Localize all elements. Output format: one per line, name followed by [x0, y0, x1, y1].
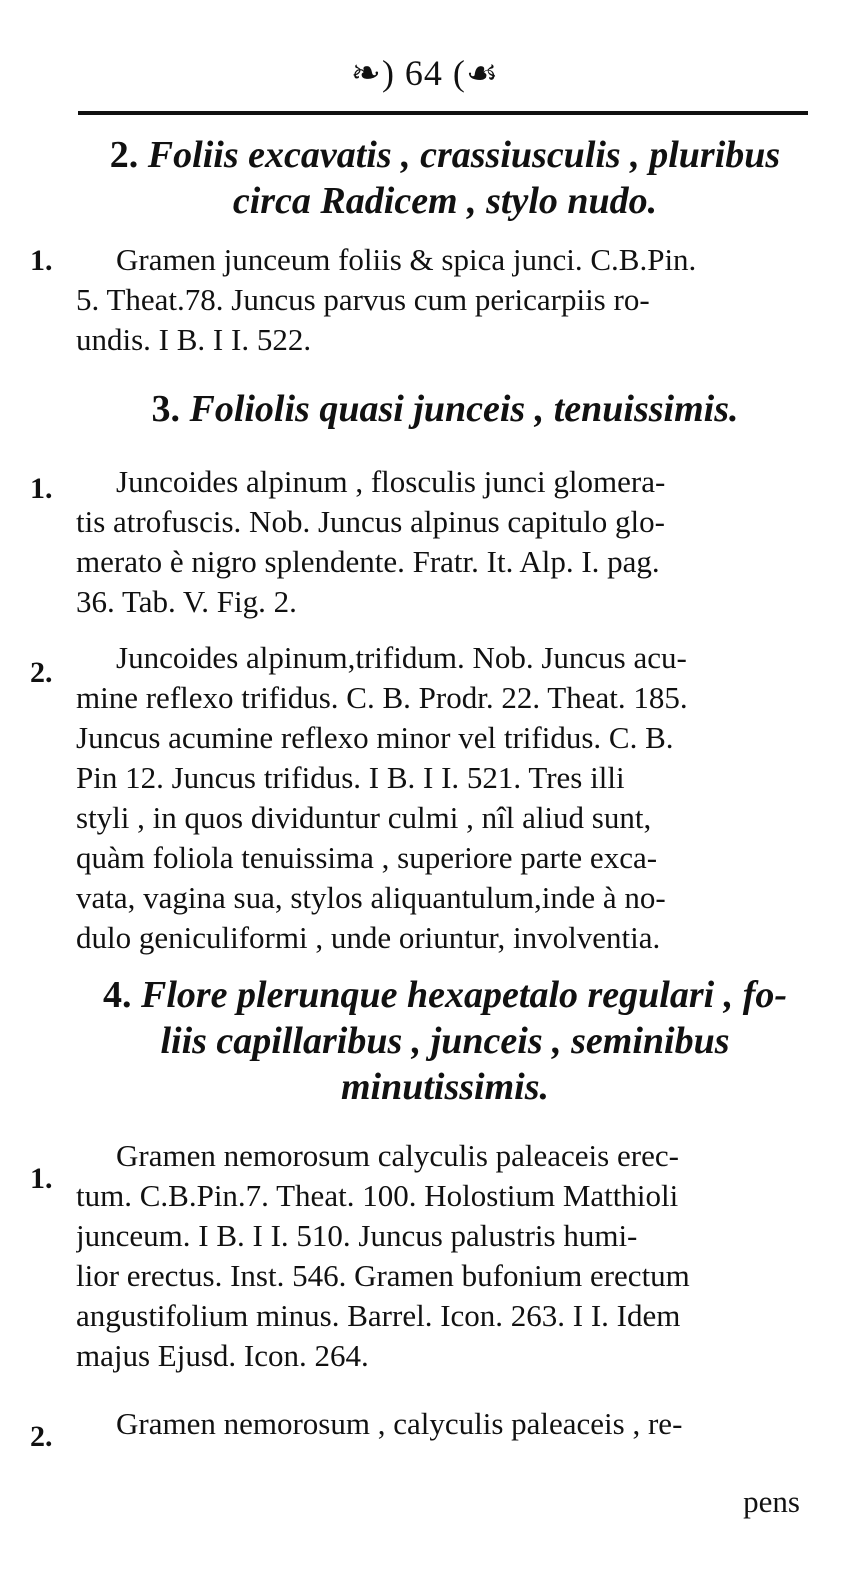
- header-rule: [78, 111, 808, 115]
- entry-text: [76, 240, 810, 360]
- entry-line: Pin 12. Juncus trifidus. I B. I I. 521. Tres illi: [76, 760, 625, 795]
- section-number: 3.: [151, 388, 180, 430]
- entry-number: 1.: [30, 472, 53, 505]
- section-heading-3: [70, 386, 820, 432]
- entry-line: junceum. I B. I I. 510. Juncus palustris humi-: [76, 1218, 638, 1253]
- entry-number: 2.: [30, 656, 53, 689]
- entry-line: merato è nigro splendente. Fratr. It. Alp. I. pag.: [76, 544, 660, 579]
- catchword: pens: [743, 1484, 800, 1519]
- section-number: 4.: [102, 974, 132, 1016]
- entry-number: 1.: [30, 244, 53, 277]
- entry-line: Gramen junceum foliis & spica junci. C.B.Pin.: [116, 242, 697, 277]
- entry-text: [76, 462, 810, 622]
- entry-number: 2.: [30, 1420, 53, 1453]
- entry-line: Juncoides alpinum , flosculis junci glomera-: [116, 464, 666, 499]
- section-heading-line: minutissimis.: [340, 1066, 550, 1108]
- entry-line: tis atrofuscis. Nob. Juncus alpinus capitulo glo-: [76, 504, 665, 539]
- entry-line: dulo geniculiformi , unde oriuntur, involventia.: [76, 920, 661, 955]
- entry-line: mine reflexo trifidus. C. B. Prodr. 22. Theat. 185.: [76, 680, 688, 715]
- entry-line: vata, vagina sua, stylos aliquantulum,inde à no-: [76, 880, 666, 915]
- section-heading-line: liis capillaribus , junceis , seminibus: [160, 1020, 730, 1062]
- entry-line: 5. Theat.78. Juncus parvus cum pericarpiis ro-: [76, 282, 650, 317]
- entry-text: [76, 1404, 810, 1444]
- entry-line: majus Ejusd. Icon. 264.: [76, 1338, 369, 1373]
- entry-line: styli , in quos dividuntur culmi , nîl aliud sunt,: [76, 800, 652, 835]
- entry-line: undis. I B. I I. 522.: [76, 322, 312, 357]
- section-heading-2: [70, 132, 820, 224]
- section-heading-line: circa Radicem , stylo nudo.: [232, 180, 658, 222]
- section-number: 2.: [109, 134, 139, 176]
- entry-line: angustifolium minus. Barrel. Icon. 263. I I. Idem: [76, 1298, 681, 1333]
- entry-line: Gramen nemorosum calyculis paleaceis erec-: [116, 1138, 679, 1173]
- page-header: ❧) 64 (☙: [350, 53, 500, 93]
- entry-text: [76, 1136, 810, 1376]
- section-heading-4: [70, 972, 820, 1110]
- entry-line: Juncoides alpinum,trifidum. Nob. Juncus acu-: [116, 640, 687, 675]
- section-heading-line: Foliis excavatis , crassiusculis , pluribus: [147, 134, 781, 176]
- entry-text: [76, 638, 810, 958]
- entry-line: tum. C.B.Pin.7. Theat. 100. Holostium Matthioli: [76, 1178, 679, 1213]
- section-heading-line: Foliolis quasi junceis , tenuissimis.: [189, 388, 739, 430]
- entry-line: lior erectus. Inst. 546. Gramen bufonium erectum: [76, 1258, 690, 1293]
- entry-line: Juncus acumine reflexo minor vel trifidus. C. B.: [76, 720, 674, 755]
- entry-line: quàm foliola tenuissima , superiore parte exca-: [76, 840, 658, 875]
- entry-line: 36. Tab. V. Fig. 2.: [76, 584, 297, 619]
- entry-line: Gramen nemorosum , calyculis paleaceis , re-: [116, 1406, 683, 1441]
- entry-number: 1.: [30, 1162, 53, 1195]
- section-heading-line: Flore plerunque hexapetalo regulari , fo-: [140, 974, 788, 1016]
